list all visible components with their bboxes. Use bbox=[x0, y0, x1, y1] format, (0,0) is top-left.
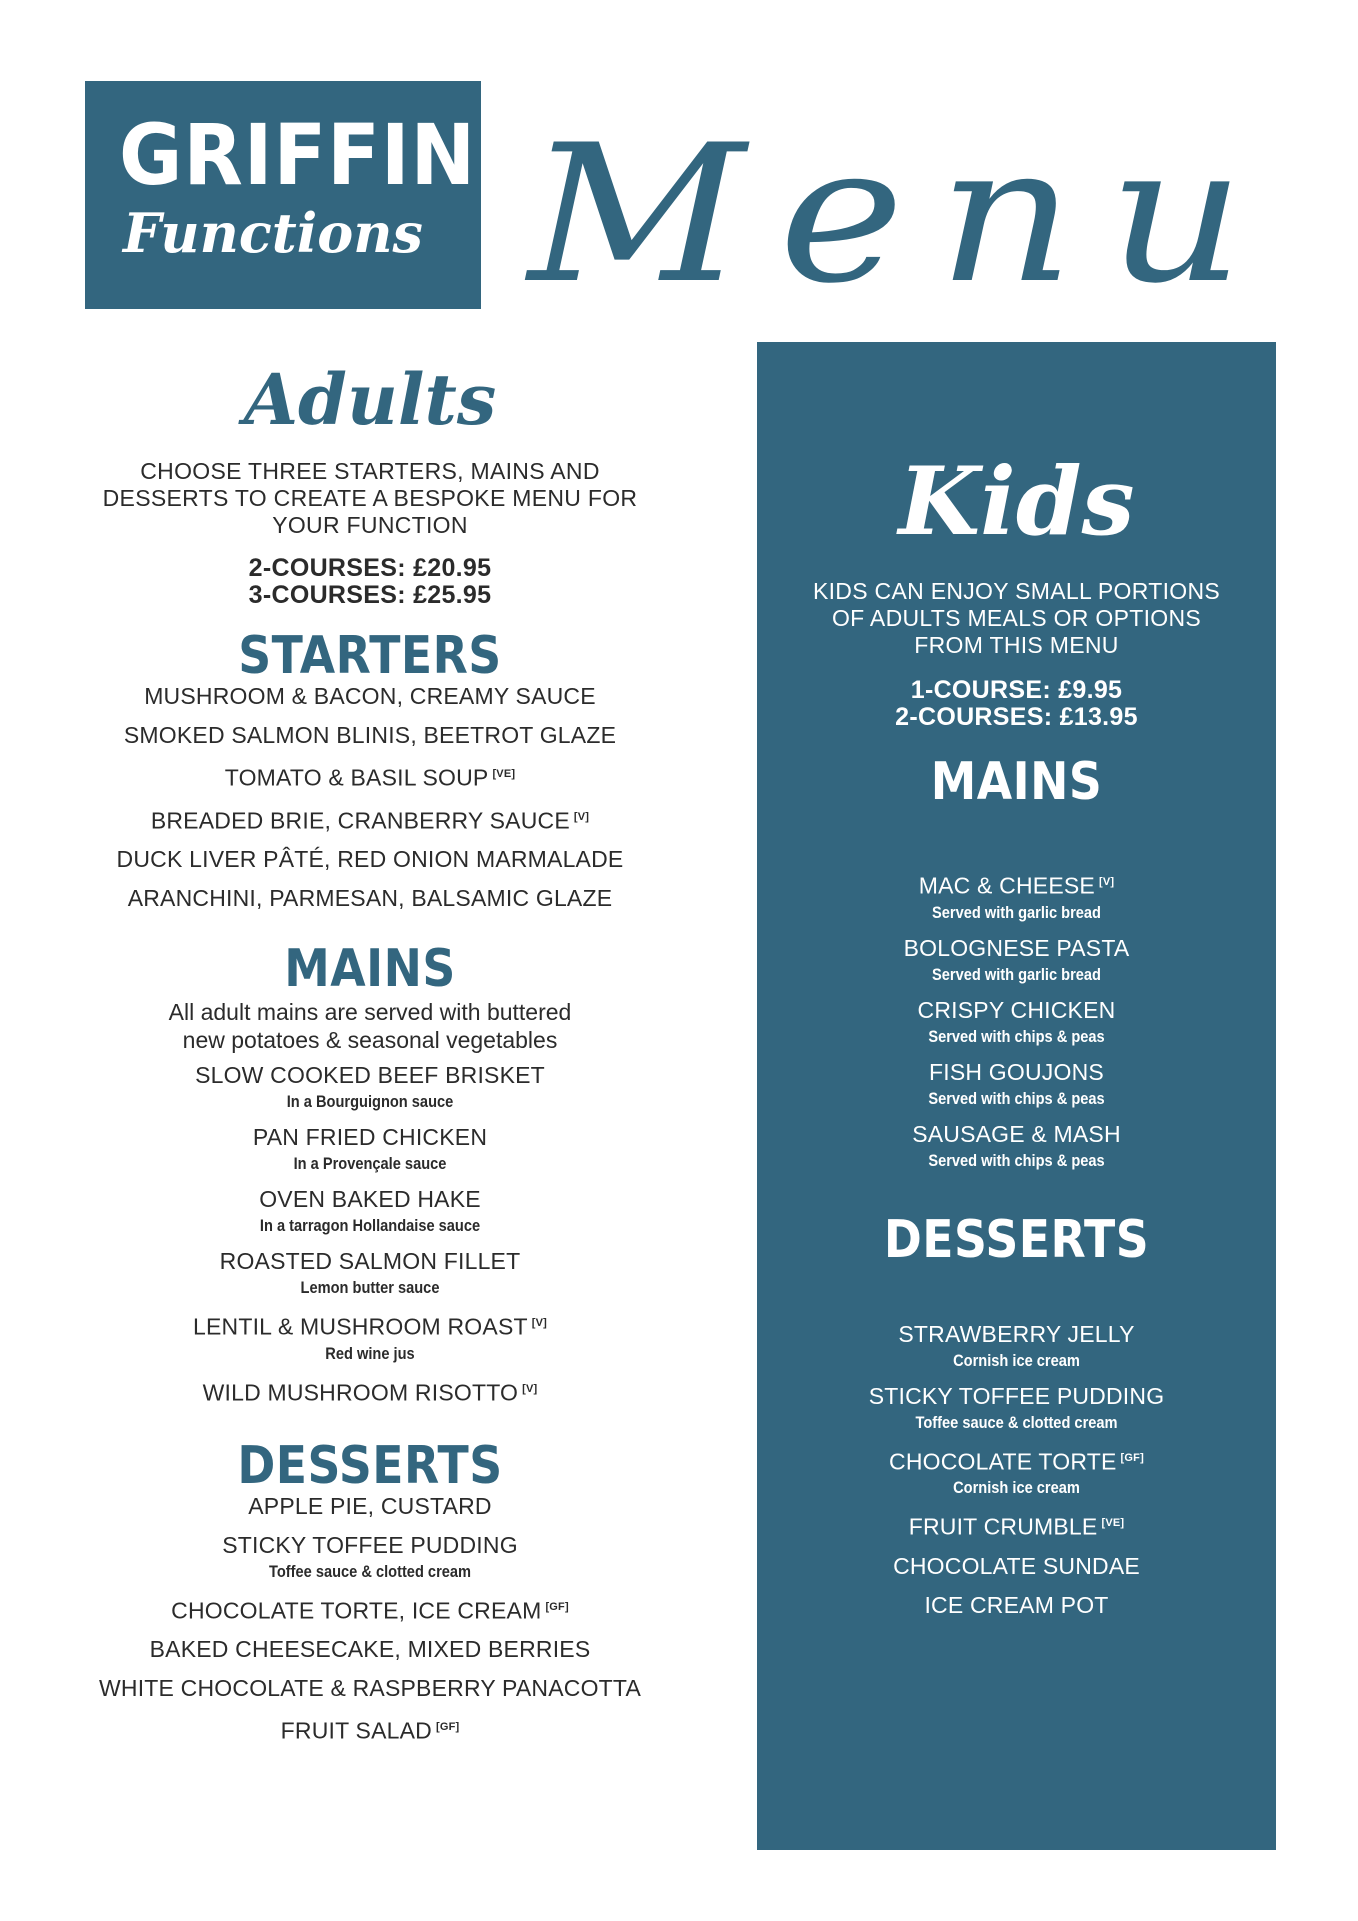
list-item bbox=[757, 997, 1276, 1047]
item-name: ARANCHINI, PARMESAN, BALSAMIC GLAZE bbox=[127, 885, 613, 912]
mains-note bbox=[80, 998, 660, 1054]
intro-line: DESSERTS TO CREATE A BESPOKE MENU FOR bbox=[102, 485, 638, 511]
item-description: Red wine jus bbox=[325, 1343, 415, 1363]
list-item bbox=[80, 846, 660, 873]
kids-desserts-list bbox=[757, 1321, 1276, 1619]
menu-title-text: Menu bbox=[524, 120, 1278, 320]
item-name: FISH GOUJONS bbox=[929, 1058, 1104, 1085]
dietary-tag: [GF] bbox=[435, 1721, 460, 1734]
kids-heading: Kids bbox=[898, 447, 1135, 557]
adults-prices bbox=[80, 555, 660, 609]
list-item bbox=[757, 1321, 1276, 1371]
list-item bbox=[80, 1124, 660, 1174]
item-description: Cornish ice cream bbox=[953, 1478, 1080, 1498]
adults-heading: Adults bbox=[243, 358, 497, 441]
list-item bbox=[757, 935, 1276, 985]
item-description: Lemon butter sauce bbox=[300, 1278, 440, 1298]
item-description: Cornish ice cream bbox=[953, 1350, 1080, 1370]
item-name: BOLOGNESE PASTA bbox=[903, 934, 1130, 961]
item-name: ICE CREAM POT bbox=[924, 1591, 1109, 1618]
item-description: Served with garlic bread bbox=[931, 902, 1101, 922]
item-name: ROASTED SALMON FILLET bbox=[219, 1248, 521, 1275]
desserts-heading: DESSERTS bbox=[237, 1435, 503, 1496]
list-item bbox=[80, 1714, 660, 1745]
item-name: SAUSAGE & MASH bbox=[912, 1120, 1121, 1147]
dietary-tag: [V] bbox=[531, 1317, 547, 1330]
note-line: All adult mains are served with buttered bbox=[168, 999, 572, 1026]
list-item bbox=[757, 1510, 1276, 1541]
note-line: new potatoes & seasonal vegetables bbox=[182, 1027, 558, 1054]
starters-list bbox=[80, 683, 660, 912]
item-name: MUSHROOM & BACON, CREAMY SAUCE bbox=[144, 683, 596, 709]
item-description: In a tarragon Hollandaise sauce bbox=[259, 1216, 481, 1236]
price-line: 2-COURSES: £13.95 bbox=[895, 703, 1138, 731]
mains-heading: MAINS bbox=[284, 939, 456, 1000]
item-name: CRISPY CHICKEN bbox=[917, 996, 1116, 1023]
list-item bbox=[757, 1553, 1276, 1580]
item-description: Served with chips & peas bbox=[928, 1088, 1105, 1108]
item-name: PAN FRIED CHICKEN bbox=[252, 1124, 488, 1151]
list-item bbox=[80, 761, 660, 792]
item-description: In a Bourguignon sauce bbox=[286, 1092, 454, 1112]
adults-intro bbox=[80, 458, 660, 539]
item-name: MAC & CHEESE bbox=[918, 872, 1095, 899]
menu-title bbox=[520, 120, 1290, 320]
item-description: Served with garlic bread bbox=[931, 964, 1101, 984]
item-name: STICKY TOFFEE PUDDING bbox=[868, 1382, 1165, 1409]
price-line: 1-COURSE: £9.95 bbox=[910, 676, 1123, 704]
intro-line: KIDS CAN ENJOY SMALL PORTIONS bbox=[812, 578, 1221, 604]
item-name: LENTIL & MUSHROOM ROAST bbox=[193, 1313, 528, 1340]
logo-wordmark-bottom: Functions bbox=[123, 201, 423, 265]
mains-list bbox=[80, 1062, 660, 1406]
brand-logo bbox=[85, 81, 481, 309]
list-item bbox=[80, 1062, 660, 1112]
list-item bbox=[80, 683, 660, 710]
kids-panel bbox=[757, 342, 1276, 1850]
item-name: WILD MUSHROOM RISOTTO bbox=[202, 1379, 519, 1406]
list-item bbox=[80, 1636, 660, 1663]
item-name: CHOCOLATE TORTE, ICE CREAM bbox=[171, 1597, 542, 1624]
intro-line: FROM THIS MENU bbox=[914, 632, 1119, 658]
item-name: SLOW COOKED BEEF BRISKET bbox=[195, 1062, 545, 1089]
item-name: CHOCOLATE TORTE bbox=[889, 1448, 1117, 1475]
list-item bbox=[757, 1445, 1276, 1499]
list-item bbox=[80, 1675, 660, 1702]
list-item bbox=[757, 1121, 1276, 1171]
item-name: STICKY TOFFEE PUDDING bbox=[222, 1531, 518, 1558]
kids-mains-list bbox=[757, 869, 1276, 1171]
price-line: 3-COURSES: £25.95 bbox=[248, 581, 492, 609]
item-name: FRUIT SALAD bbox=[280, 1717, 432, 1744]
item-description: Toffee sauce & clotted cream bbox=[268, 1561, 472, 1581]
dietary-tag: [GF] bbox=[1120, 1451, 1144, 1464]
desserts-list bbox=[80, 1493, 660, 1745]
kids-prices bbox=[757, 677, 1276, 731]
list-item bbox=[757, 1383, 1276, 1433]
item-name: APPLE PIE, CUSTARD bbox=[248, 1492, 492, 1519]
list-item bbox=[80, 1493, 660, 1520]
dietary-tag: [V] bbox=[522, 1382, 538, 1395]
list-item bbox=[757, 1059, 1276, 1109]
list-item bbox=[80, 804, 660, 835]
intro-line: YOUR FUNCTION bbox=[272, 512, 468, 538]
list-item bbox=[80, 1376, 660, 1407]
item-name: SMOKED SALMON BLINIS, BEETROT GLAZE bbox=[123, 722, 617, 748]
price-line: 2-COURSES: £20.95 bbox=[248, 554, 492, 582]
item-name: WHITE CHOCOLATE & RASPBERRY PANACOTTA bbox=[98, 1675, 642, 1702]
item-description: Toffee sauce & clotted cream bbox=[915, 1412, 1118, 1432]
dietary-tag: [V] bbox=[1098, 876, 1115, 888]
item-name: CHOCOLATE SUNDAE bbox=[893, 1552, 1140, 1579]
list-item bbox=[80, 1248, 660, 1298]
item-name: TOMATO & BASIL SOUP bbox=[224, 764, 489, 791]
item-name: FRUIT CRUMBLE bbox=[908, 1513, 1098, 1540]
list-item bbox=[80, 1532, 660, 1582]
adults-column bbox=[80, 360, 660, 1745]
list-item bbox=[757, 1592, 1276, 1619]
item-name: DUCK LIVER PÂTÉ, RED ONION MARMALADE bbox=[116, 846, 624, 873]
item-name: OVEN BAKED HAKE bbox=[259, 1186, 481, 1213]
starters-heading: STARTERS bbox=[238, 626, 502, 686]
item-name: BREADED BRIE, CRANBERRY SAUCE bbox=[150, 807, 570, 834]
kids-intro bbox=[757, 578, 1276, 659]
logo-wordmark-top: GRIFFIN bbox=[119, 106, 477, 204]
item-description: Served with chips & peas bbox=[928, 1026, 1105, 1046]
intro-line: CHOOSE THREE STARTERS, MAINS AND bbox=[140, 458, 600, 484]
list-item bbox=[80, 1310, 660, 1364]
item-name: BAKED CHEESECAKE, MIXED BERRIES bbox=[149, 1636, 591, 1663]
intro-line: OF ADULTS MEALS OR OPTIONS bbox=[831, 605, 1202, 631]
item-description: Served with chips & peas bbox=[928, 1150, 1105, 1170]
dietary-tag: [V] bbox=[573, 810, 590, 823]
list-item bbox=[80, 1594, 660, 1625]
list-item bbox=[80, 1186, 660, 1236]
kids-mains-heading: MAINS bbox=[930, 752, 1103, 812]
list-item bbox=[80, 722, 660, 749]
item-name: STRAWBERRY JELLY bbox=[898, 1320, 1135, 1347]
dietary-tag: [VE] bbox=[492, 768, 516, 780]
item-description: In a Provençale sauce bbox=[293, 1154, 447, 1174]
list-item bbox=[80, 885, 660, 912]
dietary-tag: [VE] bbox=[1101, 1517, 1125, 1530]
list-item bbox=[757, 869, 1276, 923]
kids-desserts-heading: DESSERTS bbox=[883, 1209, 1150, 1270]
dietary-tag: [GF] bbox=[545, 1600, 569, 1613]
